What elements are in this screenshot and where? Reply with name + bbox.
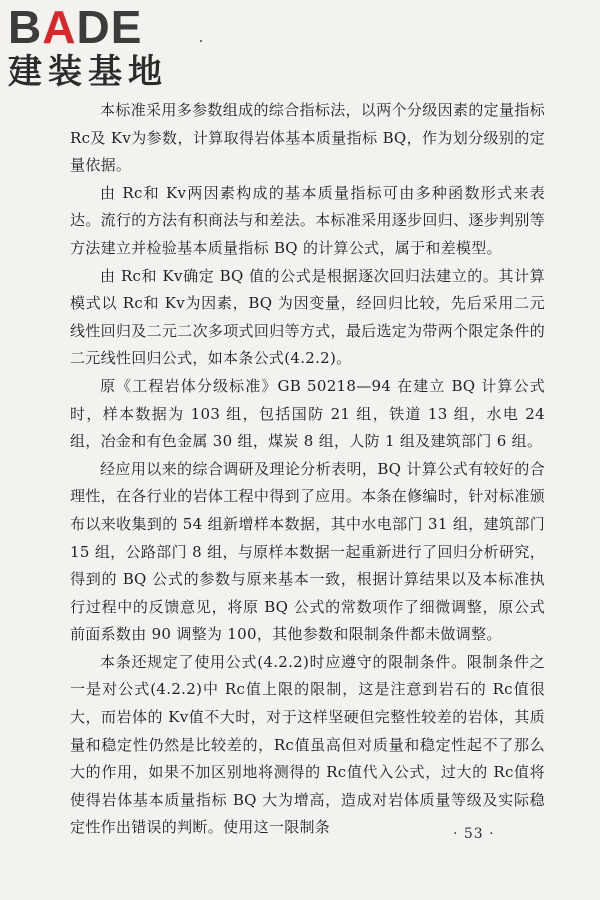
logo-tagline: 建装基地 xyxy=(8,52,168,92)
logo-wordmark: BADE xyxy=(8,1,143,53)
brand-logo xyxy=(8,2,188,97)
body-text xyxy=(70,97,545,842)
paragraph: 本标准采用多参数组成的综合指标法，以两个分级因素的定量指标 Rc及 Kv为参数，计算取得岩体基本质量指标 BQ，作为划分级别的定量依据。 xyxy=(70,101,545,175)
paragraph: 由 Rc和 Kv确定 BQ 值的公式是根据逐次回归法建立的。其计算模式以 Rc和 Kv为因素，BQ 为因变量，经回归比较，先后采用二元线性回归及二元二次多项式回归等方式，最后选定为带两个限定条件的二元线性回归公式，如本条公式(4.2.2)。 xyxy=(70,266,545,368)
paragraph: 原《工程岩体分级标准》GB 50218—94 在建立 BQ 计算公式时，样本数据为 103 组，包括国防 21 组，铁道 13 组，水电 24 组，冶金和有色金属 30 组，煤炭 8 组，人防 1 组及建筑部门 6 组。 xyxy=(70,376,545,451)
paragraph: 本条还规定了使用公式(4.2.2)时应遵守的限制条件。限制条件之一是对公式(4.2.2)中 Rc值上限的限制，这是注意到岩石的 Rc值很大，而岩体的 Kv值不大时，对于这样坚硬但完整性较差的岩体，其质量和稳定性仍然是比较差的，Rc值虽高但对质量和稳定性起不了那么大的作用，如果不加区别地将测得的 Rc值代入公式，过大的 Rc值将使得岩体基本质量指标 BQ 大为增高，造成对岩体质量等级及实际稳定性作出错误的判断。使用这一限制条 xyxy=(70,652,545,837)
page-number: · 53 · xyxy=(453,826,495,842)
scan-speck xyxy=(200,40,202,42)
paragraph: 经应用以来的综合调研及理论分析表明，BQ 计算公式有较好的合理性，在各行业的岩体工程中得到了应用。本条在修编时，针对标准颁布以来收集到的 54 组新增样本数据，其中水电部门 31 组，建筑部门 15 组，公路部门 8 组，与原样本数据一起重新进行了回归分析研究，得到的 BQ 公式的参数与原来基本一致，根据计算结果以及本标准执行过程中的反馈意见，将原 BQ 公式的常数项作了细微调整，原公式前面系数由 90 调整为 100，其他参数和限制条件都未做调整。 xyxy=(70,459,545,644)
paragraph: 由 Rc和 Kv两因素构成的基本质量指标可由多种函数形式来表达。流行的方法有积商法与和差法。本标准采用逐步回归、逐步判别等方法建立并检验基本质量指标 BQ 的计算公式，属于和差模型。 xyxy=(70,183,545,257)
